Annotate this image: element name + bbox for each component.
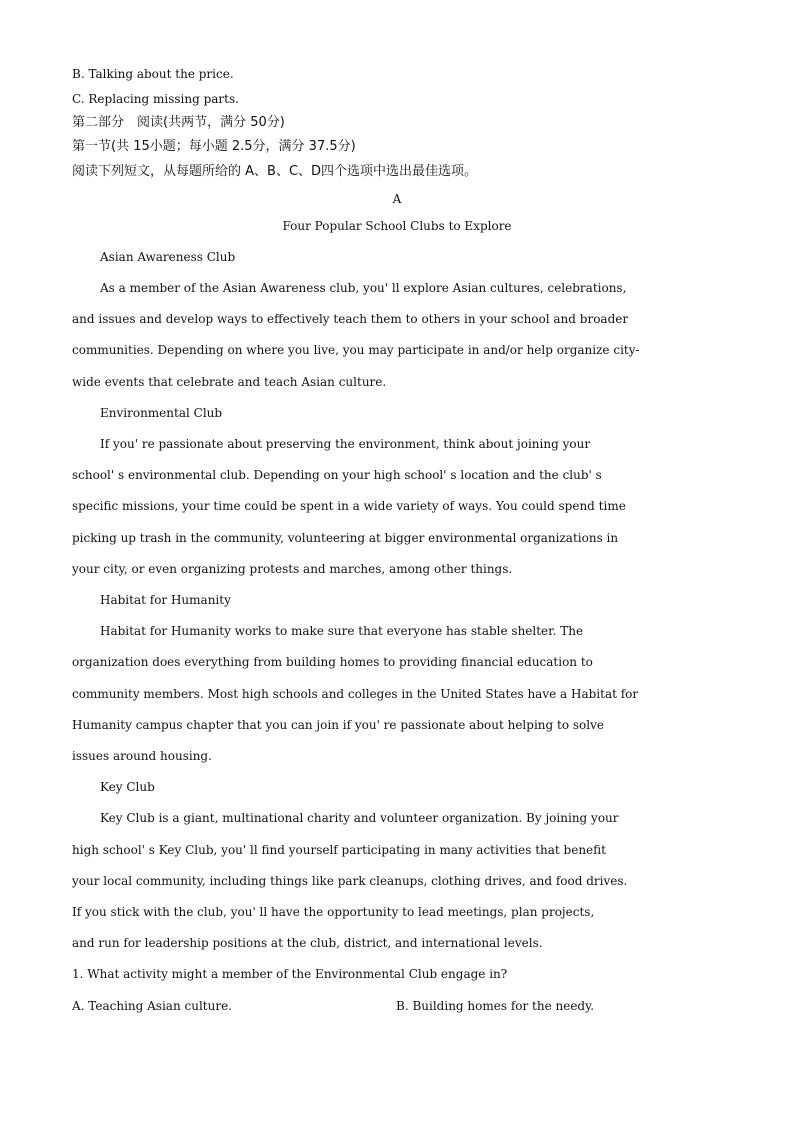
paragraph-line: and run for leadership positions at the club, district, and international levels. bbox=[72, 936, 543, 950]
question-1-option-b: B. Building homes for the needy. bbox=[396, 999, 595, 1013]
club-heading-environmental: Environmental Club bbox=[100, 406, 223, 420]
paragraph-line: your local community, including things like park cleanups, clothing drives, and food drives. bbox=[72, 874, 628, 888]
paragraph-line: Key Club is a giant, multinational charity and volunteer organization. By joining your bbox=[100, 811, 619, 825]
paragraph-line: communities. Depending on where you live, you may participate in and/or help organize city- bbox=[72, 343, 640, 357]
paragraph-line: community members. Most high schools and colleges in the United States have a Habitat for bbox=[72, 687, 639, 701]
question-1: 1. What activity might a member of the Environmental Club engage in? bbox=[72, 967, 508, 981]
paragraph-line: Humanity campus chapter that you can join if you' re passionate about helping to solve bbox=[72, 718, 604, 732]
paragraph-line: Habitat for Humanity works to make sure that everyone has stable shelter. The bbox=[100, 624, 584, 638]
section-heading-reading: 第二部分 阅读(共两节，满分 50分) bbox=[72, 115, 285, 130]
club-heading-habitat: Habitat for Humanity bbox=[100, 593, 231, 607]
passage-letter: A bbox=[392, 192, 402, 206]
paragraph-line: your city, or even organizing protests and marches, among other things. bbox=[72, 562, 513, 576]
option-b-previous: B. Talking about the price. bbox=[72, 67, 234, 81]
paragraph-line: organization does everything from building homes to providing financial education to bbox=[72, 655, 593, 669]
option-c-previous: C. Replacing missing parts. bbox=[72, 92, 239, 106]
paragraph-line: If you stick with the club, you' ll have the opportunity to lead meetings, plan projects, bbox=[72, 905, 595, 919]
paragraph-line: school' s environmental club. Depending on your high school' s location and the club' s bbox=[72, 468, 602, 482]
club-heading-key-club: Key Club bbox=[100, 780, 155, 794]
instruction-text: 阅读下列短文，从每题所给的 A、B、C、D四个选项中选出最佳选项。 bbox=[72, 164, 478, 179]
paragraph-line: and issues and develop ways to effectively teach them to others in your school and broader bbox=[72, 312, 629, 326]
subsection-heading: 第一节(共 15小题；每小题 2.5分，满分 37.5分) bbox=[72, 139, 356, 154]
club-heading-asian-awareness: Asian Awareness Club bbox=[100, 250, 236, 264]
paragraph-line: As a member of the Asian Awareness club, you' ll explore Asian cultures, celebrations, bbox=[100, 281, 627, 295]
paragraph-line: specific missions, your time could be spent in a wide variety of ways. You could spend time bbox=[72, 499, 626, 513]
paragraph-line: wide events that celebrate and teach Asian culture. bbox=[72, 375, 387, 389]
question-1-option-a: A. Teaching Asian culture. bbox=[72, 999, 232, 1013]
paragraph-line: picking up trash in the community, volunteering at bigger environmental organizations in bbox=[72, 531, 619, 545]
paragraph-line: If you' re passionate about preserving the environment, think about joining your bbox=[100, 437, 591, 451]
passage-title: Four Popular School Clubs to Explore bbox=[282, 219, 512, 233]
paragraph-line: issues around housing. bbox=[72, 749, 212, 763]
paragraph-line: high school' s Key Club, you' ll find yourself participating in many activities that benefit bbox=[72, 843, 606, 857]
